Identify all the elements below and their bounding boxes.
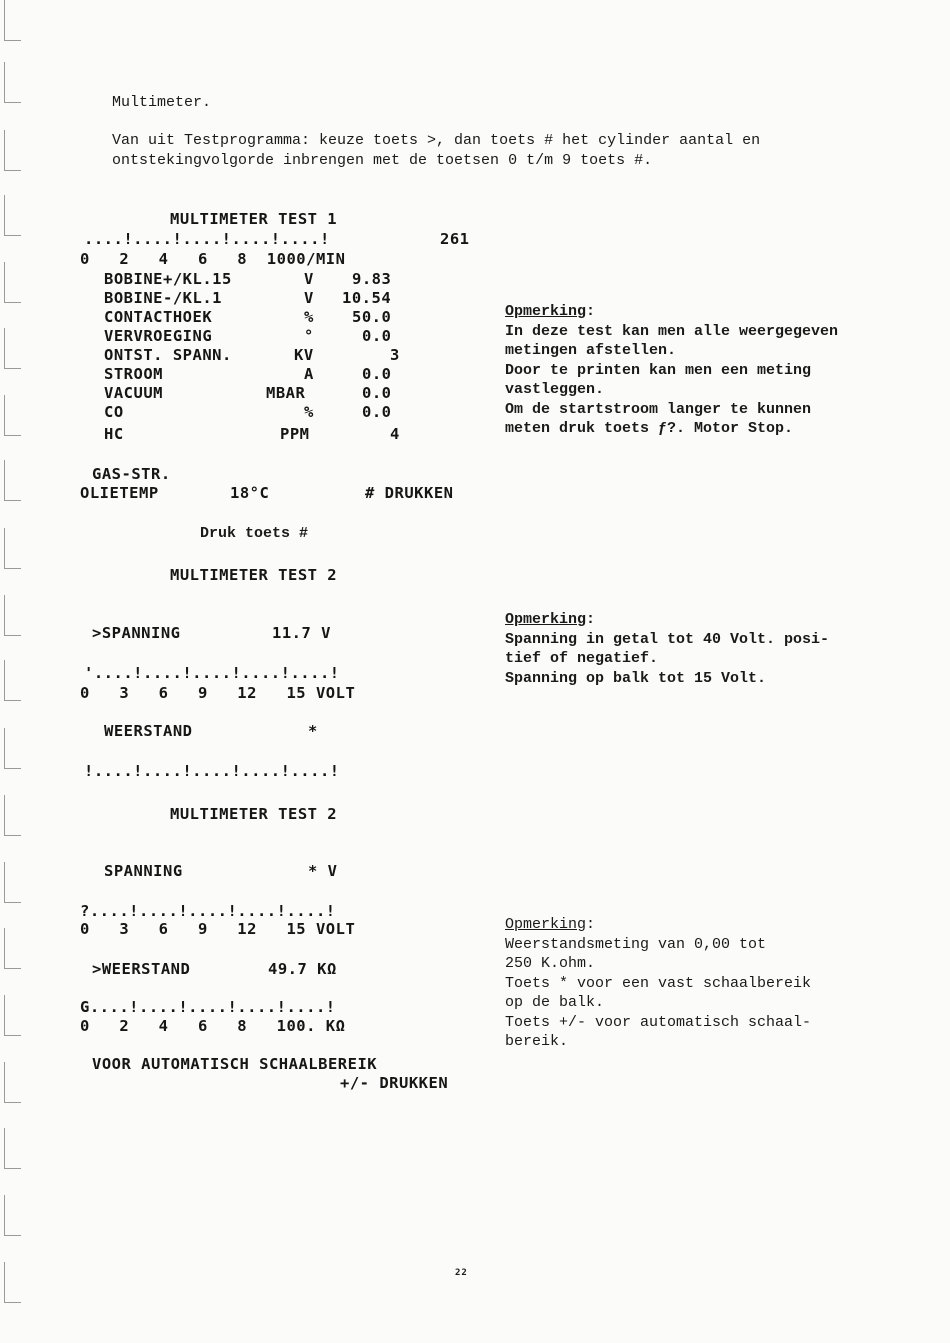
- screen3-ohm-dot-scale: G....!....!....!....!....!: [80, 998, 336, 1016]
- screen3-spanning-value: * V: [308, 862, 338, 880]
- drukken-prompt: # DRUKKEN: [365, 484, 454, 502]
- row-value: 50.0: [352, 308, 392, 326]
- note-line: Door te printen kan men een meting: [505, 361, 812, 379]
- screen2-volt-dot-scale: '....!....!....!....!....!: [84, 664, 340, 682]
- note-weerstand: Opmerking: Weerstandsmeting van 0,00 tot 250 K.ohm. Toets * voor een vast schaalbereik op de balk. Toets +/- voor automatisch schaal- bereik.: [505, 915, 865, 1052]
- note-line: Spanning op balk tot 15 Volt.: [505, 669, 767, 687]
- row-value: 10.54: [342, 289, 392, 307]
- binder-mark: [4, 1128, 21, 1169]
- binder-mark: [4, 595, 21, 636]
- intro-line-1: Van uit Testprogramma: keuze toets >, dan toets # het cylinder aantal en: [112, 132, 761, 149]
- row-label: CO: [104, 403, 124, 421]
- row-unit: %: [304, 403, 314, 421]
- page-number: 22: [455, 1268, 468, 1278]
- note-line: 250 K.ohm.: [505, 955, 596, 972]
- row-label: VACUUM: [104, 384, 163, 402]
- row-value: 0.0: [362, 384, 392, 402]
- note-spanning: Opmerking: Spanning in getal tot 40 Volt. posi- tief of negatief. Spanning op balk tot 15 Volt.: [505, 610, 865, 688]
- screen2-weerstand-value: *: [308, 722, 318, 740]
- note-line: Om de startstroom langer te kunnen: [505, 400, 812, 418]
- screen1-rpm-value: 261: [440, 230, 470, 248]
- row-label: VERVROEGING: [104, 327, 213, 345]
- note-line: Weerstandsmeting van 0,00 tot: [505, 935, 767, 953]
- note-line: Spanning in getal tot 40 Volt. posi-: [505, 630, 830, 648]
- binder-mark: [4, 460, 21, 501]
- note-line: Toets * voor een vast schaalbereik: [505, 974, 812, 992]
- row-unit: KV: [294, 346, 314, 364]
- binder-mark: [4, 62, 21, 103]
- row-unit: %: [304, 308, 314, 326]
- screen1-title: MULTIMETER TEST 1: [170, 210, 338, 228]
- binder-mark: [4, 1262, 21, 1303]
- binder-mark: [4, 728, 21, 769]
- row-value: 0.0: [362, 365, 392, 383]
- row-unit: A: [304, 365, 314, 383]
- binder-mark: [4, 528, 21, 569]
- screen2-spanning-value: 11.7 V: [272, 624, 331, 642]
- binder-mark: [4, 195, 21, 236]
- binder-mark: [4, 1195, 21, 1236]
- note-line: metingen afstellen.: [505, 342, 677, 359]
- row-unit: °: [304, 327, 314, 345]
- row-label: BOBINE+/KL.15: [104, 270, 232, 288]
- screen3-spanning-label: SPANNING: [104, 862, 183, 880]
- binder-mark: [4, 395, 21, 436]
- olietemp-value: 18°C: [230, 484, 270, 502]
- note-line: Toets +/- voor automatisch schaal-: [505, 1013, 812, 1031]
- row-value: 0.0: [362, 403, 392, 421]
- screen2-title: MULTIMETER TEST 2: [170, 566, 338, 584]
- screen2-weerstand-label: WEERSTAND: [104, 722, 193, 740]
- gas-str-label: GAS-STR.: [92, 465, 171, 483]
- olietemp-label: OLIETEMP: [80, 484, 159, 502]
- note-line: bereik.: [505, 1033, 569, 1050]
- screen3-volt-dot-scale: ?....!....!....!....!....!: [80, 902, 336, 920]
- screen3-title: MULTIMETER TEST 2: [170, 805, 338, 823]
- binder-mark: [4, 1062, 21, 1103]
- screen3-ohm-scale: 0 2 4 6 8 100. KΩ: [80, 1017, 346, 1035]
- binder-mark: [4, 660, 21, 701]
- binder-mark: [4, 995, 21, 1036]
- binder-mark: [4, 795, 21, 836]
- intro-title: Multimeter.: [112, 94, 212, 111]
- row-unit: PPM: [280, 425, 310, 443]
- screen2-spanning-label: >SPANNING: [92, 624, 181, 642]
- row-label: CONTACTHOEK: [104, 308, 213, 326]
- row-value: 3: [390, 346, 400, 364]
- screen1-rpm-scale: 0 2 4 6 8 1000/MIN: [80, 250, 346, 268]
- binder-mark: [4, 0, 21, 41]
- screen3-volt-scale: 0 3 6 9 12 15 VOLT: [80, 920, 356, 938]
- note-line: In deze test kan men alle weergegeven: [505, 322, 839, 340]
- row-unit: V: [304, 289, 314, 307]
- screen2-volt-scale: 0 3 6 9 12 15 VOLT: [80, 684, 356, 702]
- note-line: tief of negatief.: [505, 650, 659, 667]
- row-unit: MBAR: [266, 384, 306, 402]
- screen3-footer-line-2: +/- DRUKKEN: [340, 1074, 449, 1092]
- screen3-weerstand-label: >WEERSTAND: [92, 960, 191, 978]
- screen1-dot-scale: ....!....!....!....!....!: [84, 230, 330, 248]
- note-line: meten druk toets ƒ?. Motor Stop.: [505, 420, 794, 437]
- note-heading: Opmerking: [505, 303, 587, 320]
- druk-toets-instruction: Druk toets #: [200, 525, 309, 542]
- binder-mark: [4, 328, 21, 369]
- binder-mark: [4, 262, 21, 303]
- screen3-footer-line-1: VOOR AUTOMATISCH SCHAALBEREIK: [92, 1055, 378, 1073]
- note-heading: Opmerking: [505, 916, 587, 933]
- binder-edge: [0, 0, 30, 1343]
- binder-mark: [4, 130, 21, 171]
- binder-mark: [4, 862, 21, 903]
- row-value: 4: [390, 425, 400, 443]
- row-label: HC: [104, 425, 124, 443]
- row-value: 0.0: [362, 327, 392, 345]
- intro-line-2: ontstekingvolgorde inbrengen met de toetsen 0 t/m 9 toets #.: [112, 152, 653, 169]
- screen3-weerstand-value: 49.7 KΩ: [268, 960, 337, 978]
- note-heading: Opmerking: [505, 611, 587, 628]
- note-line: op de balk.: [505, 994, 605, 1011]
- screen2-ohm-dot-scale: !....!....!....!....!....!: [84, 762, 340, 780]
- note-line: vastleggen.: [505, 381, 605, 398]
- row-label: ONTST. SPANN.: [104, 346, 232, 364]
- row-label: STROOM: [104, 365, 163, 383]
- row-label: BOBINE-/KL.1: [104, 289, 222, 307]
- note-multimeter-test-1: Opmerking: In deze test kan men alle weergegeven metingen afstellen. Door te printen kan men een meting vastleggen. Om de startstroom langer te kunnen meten druk toets ƒ?. Motor Stop.: [505, 302, 865, 439]
- row-value: 9.83: [352, 270, 392, 288]
- row-unit: V: [304, 270, 314, 288]
- binder-mark: [4, 928, 21, 969]
